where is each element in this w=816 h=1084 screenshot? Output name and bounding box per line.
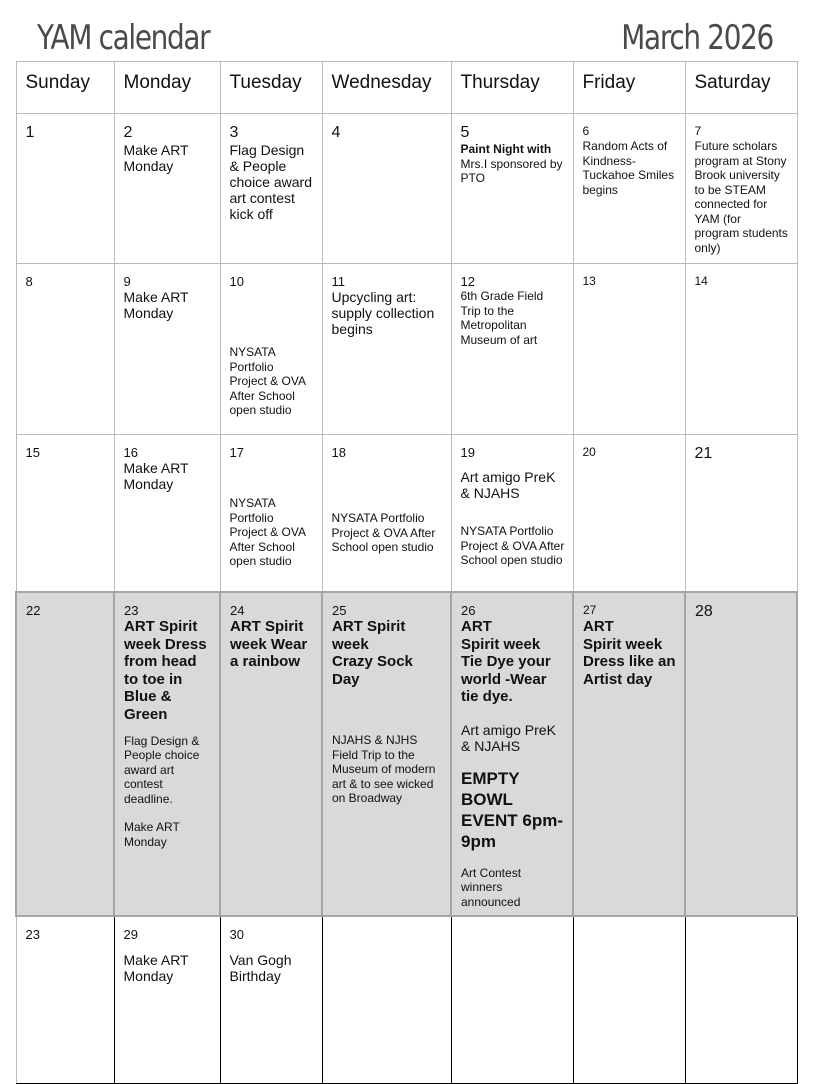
day-number: 7 xyxy=(694,124,702,138)
event-text: NJAHS & NJHS Field Trip to the Museum of modern art & to see wicked on Broadway xyxy=(332,733,436,806)
weekday-friday: Friday xyxy=(573,62,685,114)
day-number: 23 xyxy=(124,603,139,618)
event-text: NYSATA Portfolio Project & OVA After School open studio xyxy=(331,511,436,554)
day-cell xyxy=(573,114,685,264)
day-cell xyxy=(322,592,451,916)
weekday-header-row xyxy=(16,62,797,114)
day-number: 19 xyxy=(460,445,475,460)
day-cell xyxy=(220,264,322,435)
day-cell xyxy=(451,264,573,435)
day-cell xyxy=(451,916,573,1084)
day-number: 22 xyxy=(26,603,41,618)
spirit-event: ART xyxy=(583,618,614,635)
day-cell xyxy=(114,592,220,916)
day-cell xyxy=(16,592,114,916)
weekday-tuesday: Tuesday xyxy=(220,62,322,114)
day-cell xyxy=(16,264,114,435)
event-text: Future scholars program at Stony Brook university to be STEAM connected for YAM (for program students only) xyxy=(694,139,788,255)
month-title: March 2026 xyxy=(621,18,773,58)
day-number: 12 xyxy=(460,274,475,289)
spirit-event: Dress like an Artist day xyxy=(583,653,676,688)
day-number: 26 xyxy=(461,603,476,618)
day-cell xyxy=(322,916,451,1084)
day-cell xyxy=(685,592,797,916)
day-number: 20 xyxy=(582,445,596,459)
day-cell xyxy=(573,592,685,916)
day-number: 29 xyxy=(123,927,138,943)
calendar-grid xyxy=(15,61,798,1084)
event-text: Art Contest winners announced xyxy=(461,865,522,909)
day-number: 25 xyxy=(332,603,347,618)
day-number: 17 xyxy=(229,445,244,460)
day-number: 5 xyxy=(460,124,470,141)
day-cell xyxy=(16,114,114,264)
day-cell xyxy=(16,435,114,593)
day-number: 16 xyxy=(123,445,138,460)
day-number: 13 xyxy=(582,274,596,288)
event-text: Upcycling art: supply collection begins xyxy=(331,289,435,337)
day-number: 4 xyxy=(331,124,341,141)
event-text: Make ART Monday xyxy=(123,142,189,174)
day-number: 9 xyxy=(123,274,131,289)
event-text: Random Acts of Kindness- Tuckahoe Smiles begins xyxy=(582,139,675,197)
day-cell xyxy=(322,435,451,593)
day-number: 21 xyxy=(694,445,713,462)
day-number: 1 xyxy=(25,124,35,141)
day-cell xyxy=(220,592,322,916)
day-number: 14 xyxy=(694,274,708,288)
weekday-sunday: Sunday xyxy=(16,62,114,114)
day-cell xyxy=(114,114,220,264)
day-cell xyxy=(451,592,573,916)
day-cell xyxy=(685,114,797,264)
weekday-thursday: Thursday xyxy=(451,62,573,114)
spirit-event: ART Spirit week Dress from head to toe in Blue & Green xyxy=(124,618,207,723)
event-text: Mrs.I sponsored by PTO xyxy=(460,156,563,185)
spirit-event: Crazy Sock Day xyxy=(332,653,413,688)
day-number: 8 xyxy=(25,274,33,289)
day-number: 10 xyxy=(229,274,244,289)
spirit-event: Spirit week xyxy=(583,635,663,653)
day-number: 6 xyxy=(582,124,590,138)
event-text: Make ART Monday xyxy=(123,289,189,321)
weekday-wednesday: Wednesday xyxy=(322,62,451,114)
event-text: Van Gogh Birthday xyxy=(229,952,292,985)
spirit-event: ART Spirit week xyxy=(332,618,406,653)
day-cell xyxy=(685,916,797,1084)
day-cell xyxy=(322,264,451,435)
day-cell xyxy=(114,916,220,1084)
day-cell xyxy=(573,435,685,593)
day-cell xyxy=(685,264,797,435)
day-cell xyxy=(220,435,322,593)
day-number: 30 xyxy=(229,927,244,943)
event-text: Make ART Monday xyxy=(123,460,189,492)
event-text: Art amigo PreK & NJAHS xyxy=(460,469,556,501)
day-number: 15 xyxy=(25,445,40,460)
weekday-saturday: Saturday xyxy=(685,62,797,114)
day-cell xyxy=(573,264,685,435)
day-cell xyxy=(114,435,220,593)
event-text: NYSATA Portfolio Project & OVA After School open studio xyxy=(229,345,306,417)
day-number: 2 xyxy=(123,124,133,141)
week-row xyxy=(16,916,797,1084)
spirit-event: ART xyxy=(461,618,492,635)
day-number: 3 xyxy=(229,124,239,141)
day-cell xyxy=(114,264,220,435)
week-row xyxy=(16,435,797,593)
day-number: 18 xyxy=(331,445,346,460)
spirit-week-row xyxy=(16,592,797,916)
event-text: Paint Night with xyxy=(460,142,552,156)
day-number: 23 xyxy=(25,927,40,943)
day-number: 11 xyxy=(331,274,345,289)
day-cell xyxy=(322,114,451,264)
day-cell xyxy=(451,114,573,264)
day-cell xyxy=(220,916,322,1084)
spirit-event: ART Spirit week Wear a rainbow xyxy=(230,618,308,671)
event-text: Flag Design & People choice award art contest deadline. xyxy=(124,733,200,806)
day-cell xyxy=(685,435,797,593)
day-cell xyxy=(451,435,573,593)
weekday-monday: Monday xyxy=(114,62,220,114)
empty-bowl-event: EMPTY BOWL EVENT 6pm-9pm xyxy=(461,768,564,851)
day-cell xyxy=(16,916,114,1084)
spirit-event: Spirit week xyxy=(461,635,541,653)
day-cell xyxy=(573,916,685,1084)
event-text: Make ART Monday xyxy=(123,952,189,985)
calendar-title: YAM calendar xyxy=(37,18,210,58)
day-number: 27 xyxy=(583,603,597,617)
event-text: 6th Grade Field Trip to the Metropolitan Museum of art xyxy=(460,289,544,347)
event-text: Make ART Monday xyxy=(124,820,180,849)
event-text: Art amigo PreK & NJAHS xyxy=(461,721,556,754)
event-text: Flag Design & People choice award art contest kick off xyxy=(229,142,312,222)
day-number: 28 xyxy=(695,603,713,620)
day-number: 24 xyxy=(230,603,245,618)
week-row xyxy=(16,114,797,264)
event-text: NYSATA Portfolio Project & OVA After School open studio xyxy=(229,496,306,568)
week-row xyxy=(16,264,797,435)
event-text: NYSATA Portfolio Project & OVA After School open studio xyxy=(460,524,565,567)
spirit-event: Tie Dye your world -Wear tie dye. xyxy=(461,653,551,706)
day-cell xyxy=(220,114,322,264)
